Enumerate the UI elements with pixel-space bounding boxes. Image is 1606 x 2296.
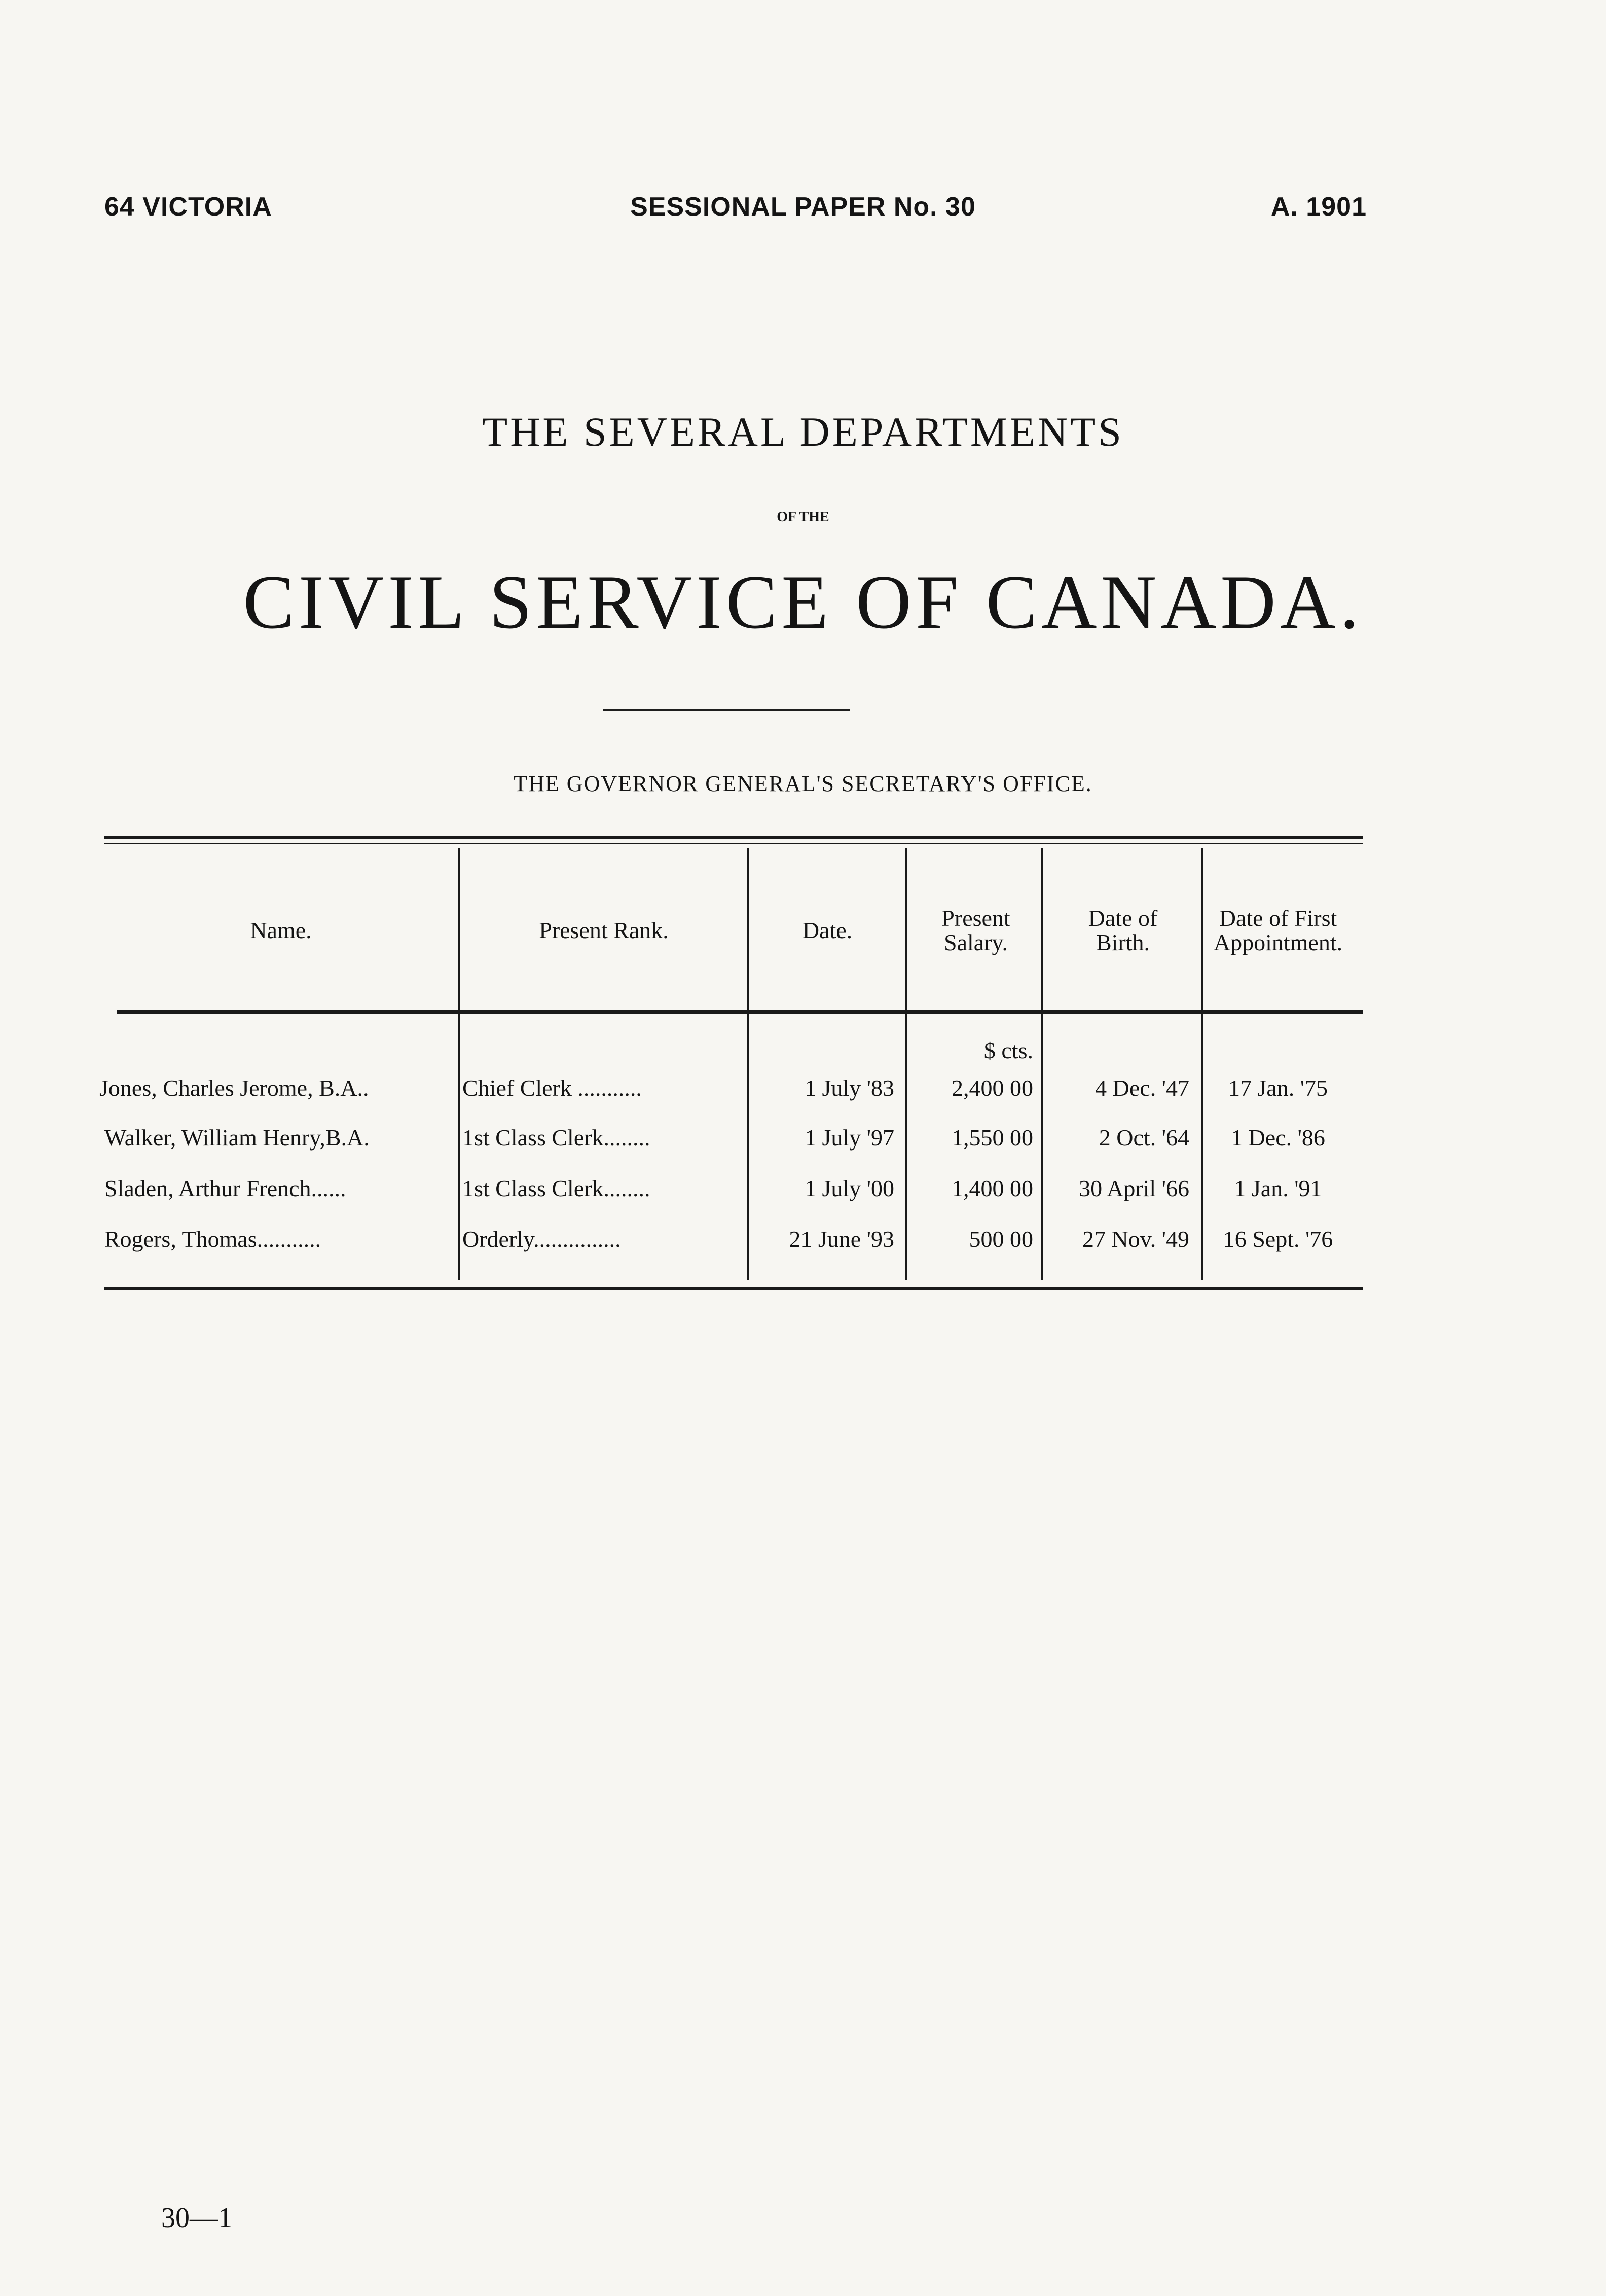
table-row bbox=[0, 1122, 1606, 1154]
cell-date: 21 June '93 bbox=[789, 1226, 894, 1252]
cell-rank: 1st Class Clerk........ bbox=[462, 1175, 650, 1201]
cell-salary: 2,400 00 bbox=[952, 1075, 1033, 1101]
cell-rank: Orderly............... bbox=[462, 1226, 621, 1252]
column-divider bbox=[458, 848, 460, 1280]
column-header-name: Name. bbox=[250, 917, 312, 943]
column-header-rank: Present Rank. bbox=[539, 917, 669, 943]
table-row bbox=[0, 1072, 1606, 1104]
cell-name: Sladen, Arthur French...... bbox=[104, 1175, 346, 1201]
column-divider bbox=[905, 848, 907, 1280]
table-row bbox=[0, 1223, 1606, 1255]
cell-appointment: 1 Jan. '91 bbox=[1234, 1175, 1322, 1201]
table-bottom-rule bbox=[104, 1287, 1363, 1290]
page-signature: 30—1 bbox=[161, 2202, 232, 2234]
salary-units: $ cts. bbox=[983, 1037, 1033, 1063]
cell-name: Rogers, Thomas........... bbox=[104, 1226, 321, 1252]
cell-birth: 27 Nov. '49 bbox=[1082, 1226, 1189, 1252]
title-main: CIVIL SERVICE OF CANADA. bbox=[243, 559, 1363, 644]
title-line-1: THE SEVERAL DEPARTMENTS bbox=[482, 409, 1124, 455]
header-paper-number: SESSIONAL PAPER No. 30 bbox=[630, 192, 976, 222]
table-top-rule bbox=[104, 836, 1363, 839]
header-session: 64 VICTORIA bbox=[104, 192, 272, 222]
cell-salary: 1,400 00 bbox=[952, 1175, 1033, 1201]
office-heading: THE GOVERNOR GENERAL'S SECRETARY'S OFFICE. bbox=[514, 771, 1092, 796]
title-divider bbox=[603, 709, 850, 711]
cell-rank: 1st Class Clerk........ bbox=[462, 1125, 650, 1151]
cell-appointment: 16 Sept. '76 bbox=[1223, 1226, 1333, 1252]
cell-birth: 30 April '66 bbox=[1079, 1175, 1189, 1201]
cell-date: 1 July '97 bbox=[805, 1125, 894, 1151]
cell-name: Walker, William Henry,B.A. bbox=[104, 1125, 370, 1151]
cell-appointment: 1 Dec. '86 bbox=[1231, 1125, 1325, 1151]
cell-name: Jones, Charles Jerome, B.A.. bbox=[99, 1075, 369, 1101]
column-header-appointment: Date of First Appointment. bbox=[1213, 905, 1343, 955]
table-header-rule bbox=[117, 1010, 1363, 1014]
cell-date: 1 July '00 bbox=[805, 1175, 894, 1201]
table-row bbox=[0, 1172, 1606, 1205]
cell-rank: Chief Clerk ........... bbox=[462, 1075, 642, 1101]
title-line-2: OF THE bbox=[777, 509, 829, 525]
cell-birth: 4 Dec. '47 bbox=[1095, 1075, 1189, 1101]
column-divider bbox=[1041, 848, 1043, 1280]
column-header-birth: Date of Birth. bbox=[1088, 905, 1158, 955]
cell-appointment: 17 Jan. '75 bbox=[1228, 1075, 1328, 1101]
cell-date: 1 July '83 bbox=[805, 1075, 894, 1101]
cell-salary: 500 00 bbox=[969, 1226, 1033, 1252]
column-header-date: Date. bbox=[802, 917, 853, 943]
table-top-rule-thin bbox=[104, 843, 1363, 844]
cell-salary: 1,550 00 bbox=[952, 1125, 1033, 1151]
column-header-salary: Present Salary. bbox=[941, 905, 1010, 955]
column-divider bbox=[747, 848, 749, 1280]
column-divider bbox=[1201, 848, 1203, 1280]
cell-birth: 2 Oct. '64 bbox=[1099, 1125, 1189, 1151]
header-year: A. 1901 bbox=[1270, 192, 1367, 222]
